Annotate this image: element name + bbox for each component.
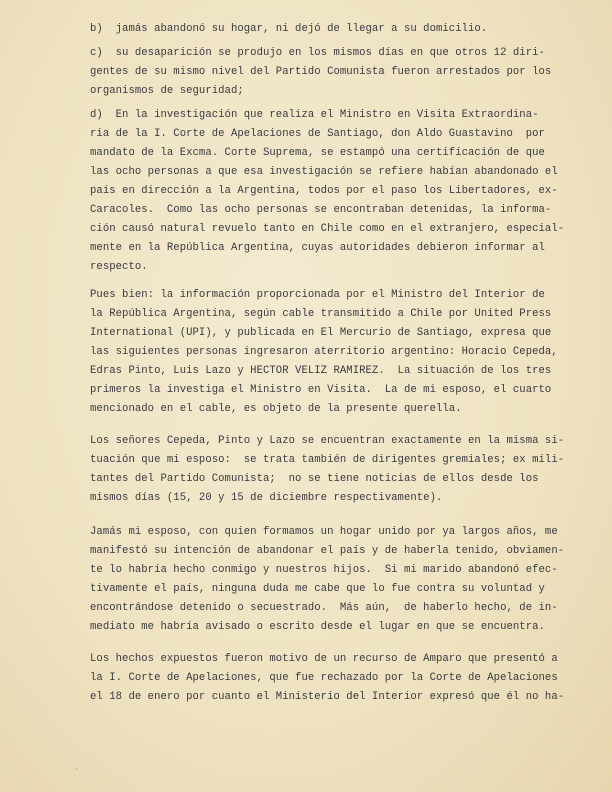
item-b-line: b) jamás abandonó su hogar, ni dejó de llegar a su domicilio. (90, 23, 488, 35)
para-2-line-3: tantes del Partido Comunista; no se tiene noticias de ellos desde los (90, 473, 539, 485)
item-d-line-7: ción causó natural revuelo tanto en Chile como en el extranjero, especial- (90, 223, 565, 235)
item-d-line-4: las ocho personas a que esa investigación se refiere habían abandonado el (90, 166, 558, 178)
para-1-line-1: Pues bien: la información proporcionada por el Ministro del Interior de (90, 289, 545, 301)
para-2-line-4: mismos días (15, 20 y 15 de diciembre respectivamente). (90, 492, 443, 504)
para-3-line-4: tivamente el país, ninguna duda me cabe que lo fue contra su voluntad y (90, 583, 545, 595)
para-1-line-7: mencionado en el cable, es objeto de la presente querella. (90, 403, 462, 415)
item-c-line-1: c) su desaparición se produjo en los mismos días en que otros 12 diri- (90, 47, 545, 59)
item-d-line-2: ria de la I. Corte de Apelaciones de Santiago, don Aldo Guastavino por (90, 128, 545, 140)
para-3-line-5: encontrándose detenido o secuestrado. Más aún, de haberlo hecho, de in- (90, 602, 558, 614)
para-1-line-6: primeros la investiga el Ministro en Visita. La de mi esposo, el cuarto (90, 384, 552, 396)
item-c-line-3: organismos de seguridad; (90, 85, 244, 97)
item-d-line-9: respecto. (90, 261, 148, 273)
para-4-line-2: la I. Corte de Apelaciones, que fue rechazado por la Corte de Apelaciones (90, 672, 558, 684)
para-1-line-5: Edras Pinto, Luis Lazo y HECTOR VELIZ RAMIREZ. La situación de los tres (90, 365, 552, 377)
para-1-line-2: la República Argentina, según cable transmitido a Chile por United Press (90, 308, 552, 320)
item-d-line-5: país en dirección a la Argentina, todos por el paso los Libertadores, ex- (90, 185, 558, 197)
item-d-line-6: Caracoles. Como las ocho personas se encontraban detenidas, la informa- (90, 204, 552, 216)
item-d-line-8: mente en la República Argentina, cuyas autoridades debieron informar al (90, 242, 545, 254)
para-1-line-3: International (UPI), y publicada en El Mercurio de Santiago, expresa que (90, 327, 552, 339)
item-c-line-2: gentes de su mismo nivel del Partido Comunista fueron arrestados por los (90, 66, 552, 78)
para-2-line-1: Los señores Cepeda, Pinto y Lazo se encuentran exactamente en la misma si- (90, 435, 565, 447)
para-3-line-2: manifestó su intención de abandonar el país y de haberla tenido, obviamen- (90, 545, 565, 557)
para-1-line-4: las siguientes personas ingresaron aterritorio argentino: Horacio Cepeda, (90, 346, 558, 358)
para-2-line-2: tuación que mi esposo: se trata también de dirigentes gremiales; ex mili- (90, 454, 565, 466)
para-3-line-1: Jamás mi esposo, con quien formamos un hogar unido por ya largos años, me (90, 526, 558, 538)
para-4-line-1: Los hechos expuestos fueron motivo de un recurso de Amparo que presentó a (90, 653, 558, 665)
margin-mark: ˈ (74, 768, 80, 778)
para-4-line-3: el 18 de enero por cuanto el Ministerio del Interior expresó que él no ha- (90, 691, 565, 703)
para-3-line-3: te lo habría hecho conmigo y nuestros hijos. Si mi marido abandonó efec- (90, 564, 558, 576)
para-3-line-6: mediato me habría avisado o escrito desde el lugar en que se encuentra. (90, 621, 545, 633)
item-d-line-1: d) En la investigación que realiza el Ministro en Visita Extraordina- (90, 109, 539, 121)
item-d-line-3: mandato de la Excma. Corte Suprema, se estampó una certificación de que (90, 147, 545, 159)
